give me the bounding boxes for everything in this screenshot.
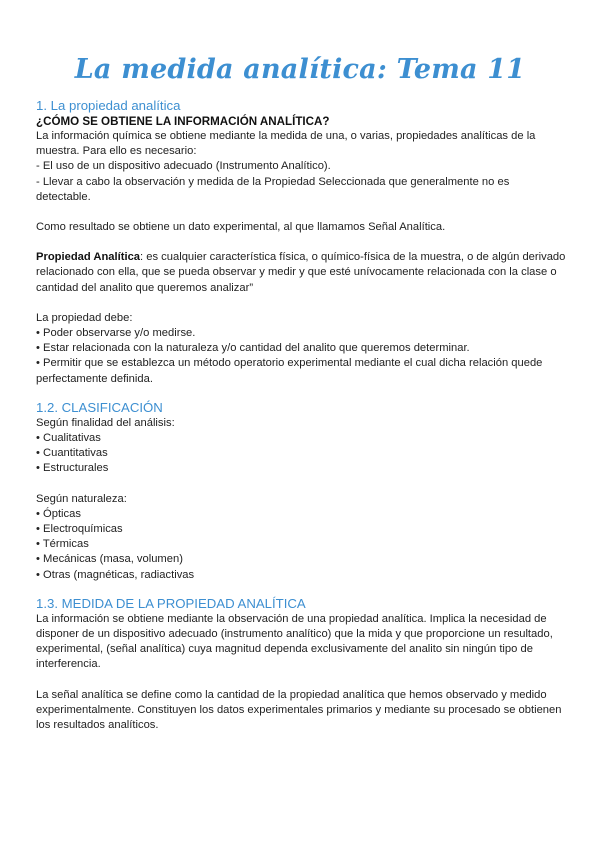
definition-term: Propiedad Analítica — [36, 251, 141, 264]
list-item: • Estar relacionada con la naturaleza y/o cantidad del analito que queremos determinar. — [36, 342, 470, 355]
definition-paragraph — [36, 250, 566, 296]
list-item: • Poder observarse y/o medirse. — [36, 327, 196, 340]
intro-paragraph: La información química se obtiene mediante la medida de una, o varias, propiedades analíticas de la muestra. Para ello es necesario: — [36, 130, 536, 158]
naturaleza-list — [36, 507, 566, 583]
naturaleza-label: Según naturaleza: — [36, 492, 127, 505]
finalidad-label: Según finalidad del análisis: — [36, 416, 175, 429]
result-paragraph: Como resultado se obtiene un dato experimental, al que llamamos Señal Analítica. — [36, 221, 446, 234]
page-title: La medida analítica: Tema 11 — [74, 54, 526, 85]
must-list — [36, 326, 566, 387]
list-item: • Térmicas — [36, 538, 89, 551]
list-item: • Ópticas — [36, 507, 81, 520]
list-item: • Permitir que se establezca un método operatorio experimental mediante el cual dicha relación quede perfectamente definida. — [36, 357, 543, 385]
senal-paragraph: La señal analítica se define como la cantidad de la propiedad analítica que hemos observado y medido experimentalmente. Constituyen los datos experimentales primarios y mediante su procesado se obtienen los resultados analíticos. — [36, 688, 562, 732]
list-item: • Otras (magnéticas, radiactivas — [36, 568, 195, 581]
document-body — [36, 97, 566, 733]
requirement-item: - El uso de un dispositivo adecuado (Instrumento Analítico). — [36, 160, 331, 173]
list-item: • Estructurales — [36, 462, 109, 475]
list-item: • Cualitativas — [36, 432, 101, 445]
list-item: • Cuantitativas — [36, 447, 108, 460]
must-intro: La propiedad debe: — [36, 311, 133, 324]
question-heading: ¿CÓMO SE OBTIENE LA INFORMACIÓN ANALÍTICA? — [36, 115, 330, 128]
list-item: • Mecánicas (masa, volumen) — [36, 553, 183, 566]
definition-text: : es cualquier característica física, o químico-física de la muestra, o de algún derivado relacionado con ella, que se pueda observar y medir y que esté unívocamente relacionada con la clase o cantidad del analito que queremos analizar” — [36, 251, 566, 294]
section-heading-clasificacion: 1.2. CLASIFICACIÓN — [36, 399, 163, 415]
section-heading-propiedad-analitica: 1. La propiedad analítica — [36, 98, 181, 113]
section-heading-medida: 1.3. MEDIDA DE LA PROPIEDAD ANALÍTICA — [36, 595, 306, 611]
medida-paragraph: La información se obtiene mediante la observación de una propiedad analítica. Implica la necesidad de disponer de un dispositivo adecuado (instrumento analítico) que la mida y que proporcione un resultado, experimental, (señal analítica) cuya magnitud dependa exclusivamente del analito sin ningún tipo de interferencia. — [36, 612, 553, 671]
finalidad-list — [36, 431, 566, 477]
list-item: • Electroquímicas — [36, 523, 123, 536]
requirement-item: - Llevar a cabo la observación y medida de la Propiedad Seleccionada que generalmente no es detectable. — [36, 175, 510, 203]
